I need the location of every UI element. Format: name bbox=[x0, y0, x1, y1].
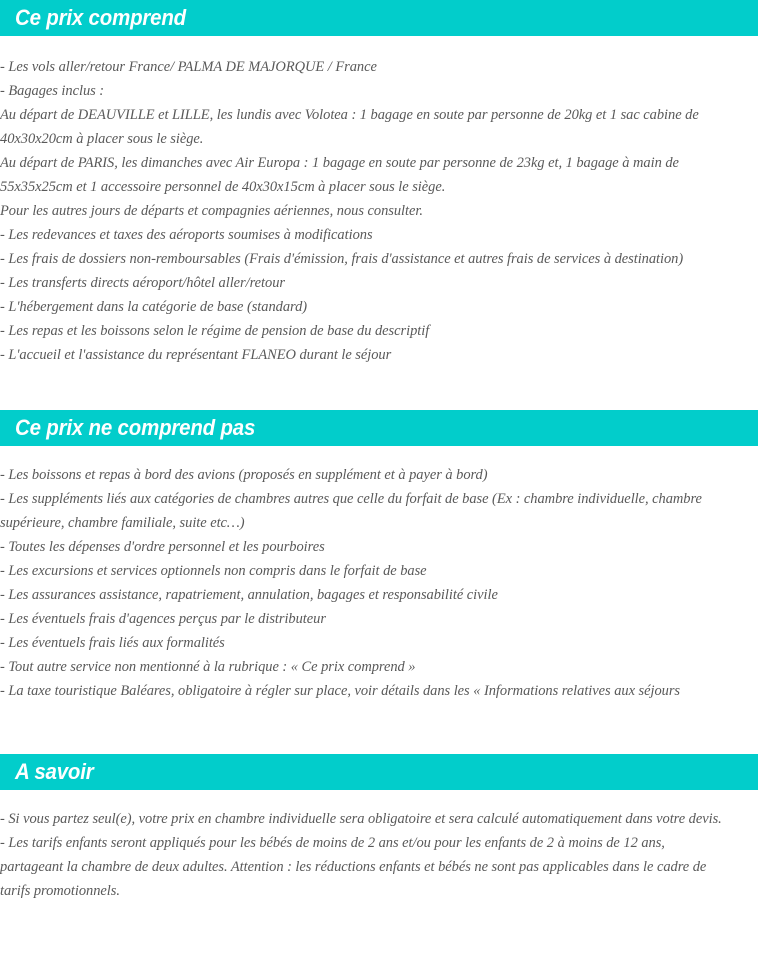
list-item: - Les boissons et repas à bord des avions (proposés en supplément et à payer à bord) bbox=[0, 467, 488, 483]
list-item: - La taxe touristique Baléares, obligatoire à régler sur place, voir détails dans les « Informations relatives aux séjours bbox=[0, 683, 681, 699]
list-item: - Les suppléments liés aux catégories de chambres autres que celle du forfait de base (Ex : chambre individuelle, chambre supérieure, chambre familiale, suite etc…) bbox=[0, 491, 702, 531]
list-item: - Les éventuels frais d'agences perçus par le distributeur bbox=[0, 611, 326, 627]
list-item: - Si vous partez seul(e), votre prix en chambre individuelle sera obligatoire et sera calculé automatiquement dans votre devis. bbox=[0, 811, 722, 827]
section-title-a-savoir: A savoir bbox=[15, 759, 94, 784]
section-body-a-savoir bbox=[0, 790, 758, 903]
list-item: Au départ de PARIS, les dimanches avec Air Europa : 1 bagage en soute par personne de 23kg et, 1 bagage à main de 55x35x25cm et 1 accessoire personnel de 40x30x15cm à placer sous le siège. bbox=[0, 155, 679, 195]
list-item: Pour les autres jours de départs et compagnies aériennes, nous consulter. bbox=[0, 203, 423, 219]
list-item: - Les vols aller/retour France/ PALMA DE MAJORQUE / France bbox=[0, 59, 377, 75]
list-item: - Tout autre service non mentionné à la rubrique : « Ce prix comprend » bbox=[0, 659, 416, 675]
list-item: - Les assurances assistance, rapatriement, annulation, bagages et responsabilité civile bbox=[0, 587, 498, 603]
section-header-a-savoir bbox=[0, 754, 758, 790]
list-item: - Les tarifs enfants seront appliqués pour les bébés de moins de 2 ans et/ou pour les enfants de 2 à moins de 12 ans, partageant la chambre de deux adultes. Attention : les réductions enfants et bébés ne sont pas applicables dans le cadre de tarifs promotionnels. bbox=[0, 835, 707, 899]
list-item: - Les redevances et taxes des aéroports soumises à modifications bbox=[0, 227, 373, 243]
list-item: - L'accueil et l'assistance du représentant FLANEO durant le séjour bbox=[0, 347, 392, 363]
list-item: - Les frais de dossiers non-remboursables (Frais d'émission, frais d'assistance et autres frais de services à destination) bbox=[0, 251, 684, 267]
list-item: - Toutes les dépenses d'ordre personnel et les pourboires bbox=[0, 539, 325, 555]
section-body-ce-prix-comprend bbox=[0, 36, 758, 367]
section-spacer bbox=[0, 367, 758, 410]
list-item: - Les excursions et services optionnels non compris dans le forfait de base bbox=[0, 563, 427, 579]
section-body-ce-prix-ne-comprend-pas bbox=[0, 446, 758, 703]
list-item: - L'hébergement dans la catégorie de base (standard) bbox=[0, 299, 308, 315]
list-item: - Les éventuels frais liés aux formalités bbox=[0, 635, 225, 651]
list-item: - Bagages inclus : bbox=[0, 83, 105, 99]
section-title-ce-prix-ne-comprend-pas: Ce prix ne comprend pas bbox=[15, 415, 256, 440]
section-title-ce-prix-comprend: Ce prix comprend bbox=[15, 5, 186, 30]
section-header-ce-prix-ne-comprend-pas bbox=[0, 410, 758, 446]
list-item: Au départ de DEAUVILLE et LILLE, les lundis avec Volotea : 1 bagage en soute par personne de 20kg et 1 sac cabine de 40x30x20cm à placer sous le siège. bbox=[0, 107, 699, 147]
list-item: - Les repas et les boissons selon le régime de pension de base du descriptif bbox=[0, 323, 430, 339]
section-spacer bbox=[0, 703, 758, 754]
list-item: - Les transferts directs aéroport/hôtel aller/retour bbox=[0, 275, 285, 291]
section-header-ce-prix-comprend bbox=[0, 0, 758, 36]
